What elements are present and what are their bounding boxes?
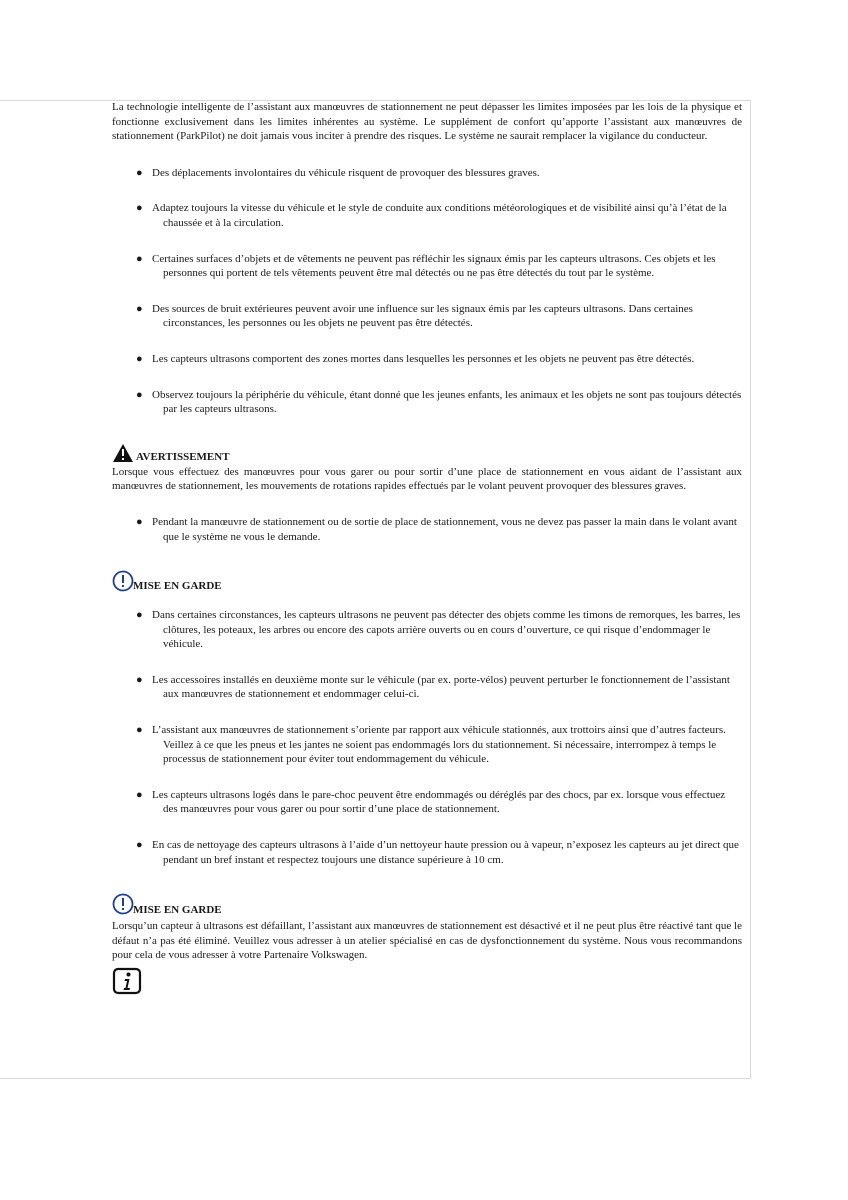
bullet-icon: ● — [136, 202, 143, 215]
bullet-icon: ● — [136, 515, 143, 528]
caution-bullet-list — [112, 608, 742, 867]
bullet-icon: ● — [136, 673, 143, 686]
caution-header-1 — [112, 572, 742, 596]
list-item: ● L’assistant aux manœuvres de stationnement s’oriente par rapport aux véhicule stationnés, aux trottoirs ainsi que d’autres facteurs. Veillez à ce que les pneus et les jantes ne soient pas endommagés lors du stationnement. Si nécessaire, interrompez à temps le processus de stationnement pour éviter tout endommagement du véhicule. — [136, 724, 726, 766]
caution-text-2: Lorsqu’un capteur à ultrasons est défaillant, l’assistant aux manœuvres de stationnement est désactivé et il ne peut plus être réactivé tant que le défaut n’a pas été éliminé. Veuillez vous adresser à un atelier spécialisé en cas de dysfonctionnement du système. Nous vous recommandons pour cela de vous adresser à votre Partenaire Volkswagen. — [112, 920, 742, 962]
warning-section — [112, 445, 742, 544]
list-item: ● Pendant la manœuvre de stationnement ou de sortie de place de stationnement, vous ne devez pas passer la main dans le volant avant que le système ne vous le demande. — [136, 515, 737, 543]
list-item: ● Certaines surfaces d’objets et de vêtements ne peuvent pas réfléchir les signaux émis par les capteurs ultrasons. Ces objets et les personnes qui portent de tels vêtements peuvent être mal détectés ou ne pas être détectés du tout par le système. — [136, 252, 716, 280]
list-item: ● Des sources de bruit extérieures peuvent avoir une influence sur les signaux émis par les capteurs ultrasons. Dans certaines circonstances, les personnes ou les objets ne peuvent pas être détectés. — [136, 302, 693, 330]
list-item: ● Dans certaines circonstances, les capteurs ultrasons ne peuvent pas détecter des objets comme les timons de remorques, les barres, les clôtures, les poteaux, les arbres ou encore des capots arrière ouverts ou en cours d’ouverture, ce qui risque d’endommager le véhicule. — [136, 609, 741, 651]
info-icon — [112, 967, 142, 995]
list-item: ● En cas de nettoyage des capteurs ultrasons à l’aide d’un nettoyeur haute pression ou à vapeur, n’exposez les capteurs au jet direct que pendant un bref instant et respectez toujours une distance supérieure à 10 cm. — [136, 839, 739, 866]
caution-title-1: MISE EN GARDE — [133, 580, 222, 593]
bullet-icon: ● — [136, 388, 143, 401]
safety-bullet-list — [112, 166, 742, 417]
bullet-icon: ● — [136, 609, 143, 622]
warning-text: Lorsque vous effectuez des manœuvres pour vous garer ou pour sortir d’une place de stationnement en vous aidant de l’assistant aux manœuvres de stationnement, les mouvements de rotations rapides effectués par le volant peuvent provoquer des blessures graves. — [112, 465, 742, 493]
list-item: ● Adaptez toujours la vitesse du véhicule et le style de conduite aux conditions météorologiques et de visibilité ainsi qu’à l’état de la chaussée et à la circulation. — [136, 202, 727, 229]
caution-header-2 — [112, 895, 742, 919]
bullet-icon: ● — [136, 352, 143, 365]
bullet-icon: ● — [136, 839, 143, 852]
caution-section-1 — [112, 572, 742, 867]
warning-bullet-list — [112, 515, 742, 544]
list-item: ● Des déplacements involontaires du véhicule risquent de provoquer des blessures graves. — [136, 166, 540, 179]
list-item: ● Observez toujours la périphérie du véhicule, étant donné que les jeunes enfants, les animaux et les objets ne sont pas toujours détectés par les capteurs ultrasons. — [136, 388, 742, 416]
info-icon-wrapper — [112, 967, 742, 1000]
intro-paragraph: La technologie intelligente de l’assistant aux manœuvres de stationnement ne peut dépasser les limites imposées par les lois de la physique et fonctionne exclusivement dans les limites inhérentes au système. Le supplément de confort qu’apporte l’assistant aux manœuvres de stationnement (ParkPilot) ne doit jamais vous inciter à prendre des risques. Le système ne saurait remplacer la vigilance du conducteur. — [112, 101, 742, 143]
caution-section-2 — [112, 895, 742, 999]
bullet-icon: ● — [136, 166, 143, 179]
caution-title-2: MISE EN GARDE — [133, 904, 222, 917]
list-item: ● Les accessoires installés en deuxième monte sur le véhicule (par ex. porte-vélos) peuvent perturber le fonctionnement de l’assistant aux manœuvres de stationnement et endommager celui-ci. — [136, 673, 730, 701]
bullet-icon: ● — [136, 302, 143, 315]
document-body — [112, 100, 742, 1000]
list-item: ● Les capteurs ultrasons comportent des zones mortes dans lesquelles les personnes et les objets ne peuvent pas être détectés. — [136, 352, 695, 365]
list-item: ● Les capteurs ultrasons logés dans le pare-choc peuvent être endommagés ou déréglés par des chocs, par ex. lorsque vous effectuez des manœuvres pour vous garer ou pour sortir d’une place de stationnement. — [136, 788, 726, 816]
caution-circle-icon — [112, 893, 134, 915]
warning-triangle-icon — [112, 443, 134, 463]
warning-title: AVERTISSEMENT — [136, 450, 230, 463]
bullet-icon: ● — [136, 252, 143, 265]
bullet-icon: ● — [136, 788, 143, 801]
warning-header — [112, 445, 742, 465]
caution-circle-icon — [112, 570, 134, 592]
bullet-icon: ● — [136, 724, 143, 737]
